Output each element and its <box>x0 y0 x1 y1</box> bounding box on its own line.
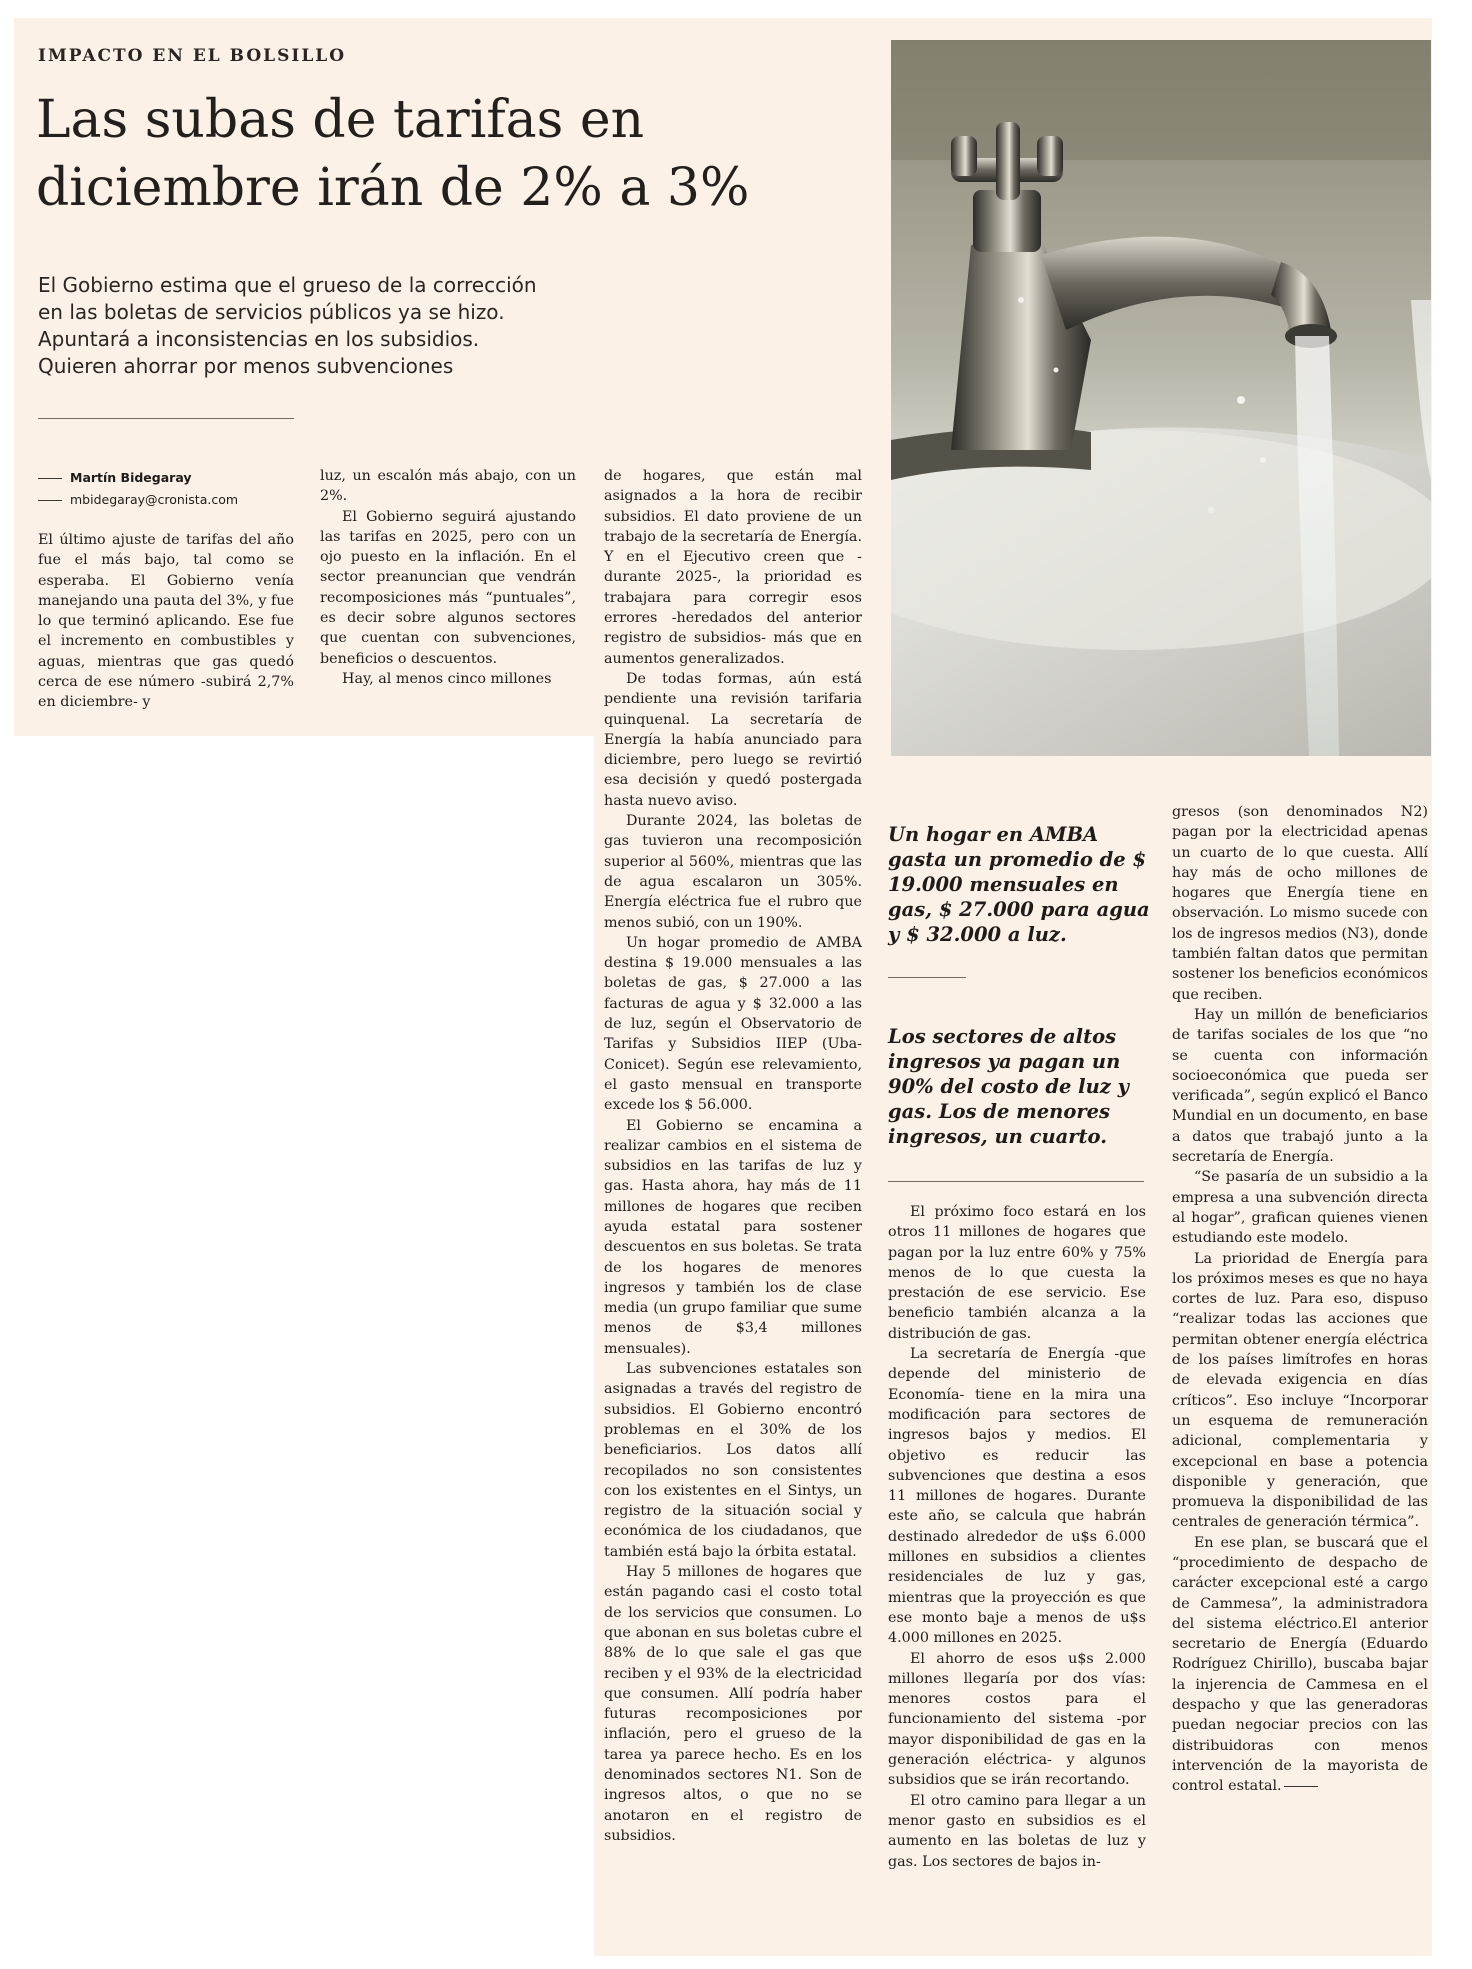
paragraph <box>1172 1533 1428 1797</box>
paragraph-text: En ese plan, se buscará que el “procedimiento de despacho de carácter excepcional esté a cargo de Cammesa”, la administradora del sistema eléctrico.El anterior secretario de Energía (Eduardo Rodríguez Chirillo), buscaba bajar la injerencia de Cammesa en el despacho y que las generadoras puedan negociar precios con las distribuidoras con menos intervención de la mayorista de control estatal. <box>1172 1534 1428 1795</box>
end-mark <box>1284 1786 1318 1787</box>
subhead-line: Apuntará a inconsistencias en los subsidios. <box>38 327 480 351</box>
paragraph: El Gobierno se encamina a realizar cambios en el sistema de subsidios en las tarifas de luz y gas. Hasta ahora, hay más de 11 millones de hogares que reciben ayuda estatal para sostener descuentos en sus boletas. Se trata de los hogares de menores ingresos y también los de clase media (un grupo familiar que sume menos de $3,4 millones mensuales). <box>604 1117 862 1357</box>
subhead-line: en las boletas de servicios públicos ya se hizo. <box>38 300 505 324</box>
pull-quote-divider <box>888 977 966 978</box>
paragraph: Hay 5 millones de hogares que están pagando casi el costo total de los servicios que consumen. Lo que abonan en sus boletas cubre el 88% de lo que sale el gas que reciben y el 93% de la electricidad que consumen. Allí podría haber futuras recomposiciones por inflación, pero el grueso de la tarea ya parece hecho. Es en los denominados sectores N1. Son de ingresos altos, o que no se anotaron en el registro de subsidios. <box>604 1564 862 1844</box>
paragraph: El próximo foco estará en los otros 11 millones de hogares que pagan por la luz entre 60% y 75% menos de lo que cuesta la prestación de ese servicio. Ese beneficio también alcanza a la distribución de gas. <box>888 1204 1146 1342</box>
paragraph: gresos (son denominados N2) pagan por la electricidad apenas un cuarto de lo que cuesta. Allí hay más de ocho millones de hogares que Energía tiene en observación. Lo mismo sucede con los de ingresos medios (N3), donde también faltan datos que permitan sostener los beneficios económicos que reciben. <box>1172 804 1428 1003</box>
article-column-3 <box>604 466 862 1846</box>
paragraph: El otro camino para llegar a un menor gasto en subsidios es el aumento en las boletas de luz y gas. Los sectores de bajos in- <box>888 1792 1146 1870</box>
paragraph: Las subvenciones estatales son asignadas a través del registro de subsidios. El Gobierno encontró problemas en el 30% de los beneficiarios. Los datos allí recopilados no son consistentes con los existentes en el Sintys, un registro de la situación social y económica de los ciudadanos, que también está bajo la órbita estatal. <box>604 1361 862 1560</box>
subhead-divider <box>38 418 294 419</box>
article-column-1 <box>38 530 294 713</box>
byline-dash <box>38 500 62 501</box>
faucet-photo <box>891 40 1431 756</box>
paragraph: El Gobierno seguirá ajustando las tarifas en 2025, pero con un ojo puesto en la inflación. En el sector preanuncian que vendrán recomposiciones más “puntuales”, es decir sobre algunos sectores que cuentan con subvenciones, beneficios o descuentos. <box>320 508 576 667</box>
headline-line-1: Las subas de tarifas en <box>36 90 645 150</box>
pull-quote-divider <box>888 1181 1144 1182</box>
article-column-5 <box>1172 802 1428 1797</box>
pull-quote-1: Un hogar en AMBA gasta un promedio de $ 19.000 mensuales en gas, $ 27.000 para agua y $ 32.000 a luz. <box>888 823 1150 946</box>
byline-dash <box>38 478 62 479</box>
headline <box>36 86 796 222</box>
paragraph: El ahorro de esos u$s 2.000 millones llegaría por dos vías: menores costos para el funcionamiento del sistema -por mayor disponibilidad de gas en la generación eléctrica- y algunos subsidios que se irán recortando. <box>888 1650 1146 1789</box>
paragraph: De todas formas, aún está pendiente una revisión tarifaria quinquenal. La secretaría de Energía la había anunciado para diciembre, pero luego se revirtió esa decisión y quedó postergada hasta nuevo aviso. <box>604 670 862 809</box>
subheadline <box>38 272 558 380</box>
paragraph: “Se pasaría de un subsidio a la empresa a una subvención directa al hogar”, grafican quienes vienen estudiando este modelo. <box>1172 1169 1428 1247</box>
paragraph: luz, un escalón más abajo, con un 2%. <box>320 468 576 505</box>
subhead-line: Quieren ahorrar por menos subvenciones <box>38 354 454 378</box>
subhead-line: El Gobierno estima que el grueso de la corrección <box>38 273 537 297</box>
paragraph: El último ajuste de tarifas del año fue el más bajo, tal como se esperaba. El Gobierno venía manejando una pauta del 3%, y fue lo que terminó aplicando. Ese fue el incremento en combustibles y aguas, mientras que gas quedó cerca de ese número -subirá 2,7% en diciembre- y <box>38 532 294 711</box>
author-name: Martín Bidegaray <box>70 470 192 485</box>
headline-line-2: diciembre irán de 2% a 3% <box>36 158 750 218</box>
paragraph: de hogares, que están mal asignados a la hora de recibir subsidios. El dato proviene de un trabajo de la secretaría de Energía. Y en el Ejecutivo creen que -durante 2025-, la prioridad es trabajara para corregir esos errores -heredados del anterior registro de subsidios- más que en aumentos generalizados. <box>604 468 862 667</box>
paragraph: Un hogar promedio de AMBA destina $ 19.000 mensuales a las boletas de gas, $ 27.000 a las facturas de agua y $ 32.000 a las de luz, según el Observatorio de Tarifas y Subsidios IIEP (Uba-Conicet). Según ese relevamiento, el gasto mensual en transporte excede los $ 56.000. <box>604 934 862 1114</box>
paragraph: La prioridad de Energía para los próximos meses es que no haya cortes de luz. Para eso, dispuso “realizar todas las acciones que permitan obtener energía eléctrica de los países limítrofes en horas de elevada exigencia en días críticos”. Eso incluye “Incorporar un esquema de remuneración adicional, complementaria y excepcional en base a potencia disponible y generación, que promueva la disponibilidad de las centrales de generación térmica”. <box>1172 1250 1428 1531</box>
paragraph: La secretaría de Energía -que depende del ministerio de Economía- tiene en la mira una modificación para sectores de ingresos bajos y medios. El objetivo es reducir las subvenciones que destina a esos 11 millones de hogares. Durante este año, se calcula que habrán destinado alrededor de u$s 6.000 millones en subsidios a clientes residenciales de luz y gas, mientras que la proyección es que ese monto baje a menos de u$s 4.000 millones en 2025. <box>888 1346 1146 1647</box>
paragraph: Hay, al menos cinco millones <box>342 670 552 687</box>
paragraph: Durante 2024, las boletas de gas tuvieron una recomposición superior al 560%, mientras que las de agua escalaron un 305%. Energía eléctrica fue el rubro que menos subió, con un 190%. <box>604 813 862 931</box>
pull-quote-2: Los sectores de altos ingresos ya pagan un 90% del costo de luz y gas. Los de menores ingresos, un cuarto. <box>888 1025 1129 1148</box>
article-column-4 <box>888 1202 1146 1872</box>
article-column-2 <box>320 466 576 689</box>
section-kicker: IMPACTO EN EL BOLSILLO <box>38 46 347 66</box>
byline <box>38 467 288 511</box>
author-email: mbidegaray@cronista.com <box>70 492 239 507</box>
paragraph: Hay un millón de beneficiarios de tarifas sociales de los que “no se cuenta con información socioeconómica que pueda ser verificada”, según explicó el Banco Mundial en un documento, en base a datos que trabajó junto a la secretaría de Energía. <box>1172 1006 1428 1166</box>
